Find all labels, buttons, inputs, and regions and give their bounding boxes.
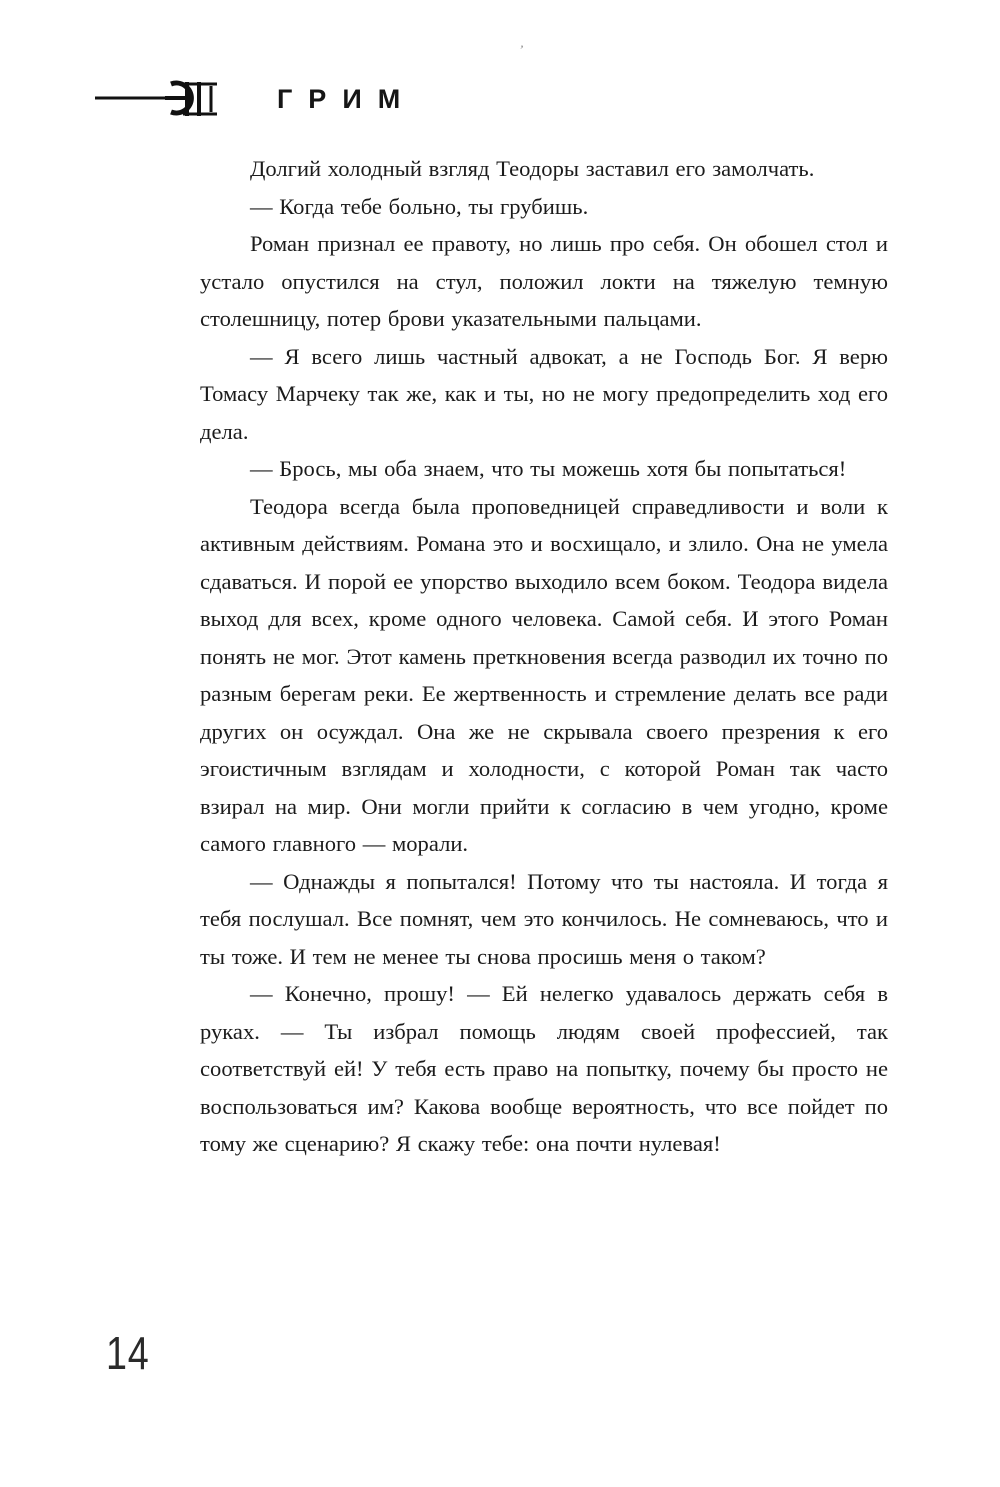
book-title: ГРИМ <box>277 83 417 114</box>
scan-artifact-mark: ’ <box>517 41 525 58</box>
paragraph-dialogue: — Конечно, прошу! — Ей нелегко удавалось держать себя в руках. — Ты избрал помощь людям своей профессией, так соответствуй ей! У тебя есть право на попытку, почему бы просто не воспользоваться им? Какова вообще вероятность, что все пойдет по тому же сценарию? Я скажу тебе: она почти нулевая! <box>200 981 888 1156</box>
page-header <box>95 76 416 120</box>
publisher-logo-icon <box>95 76 235 120</box>
paragraph-dialogue: — Когда тебе больно, ты грубишь. <box>250 193 589 219</box>
paragraph: Роман признал ее правоту, но лишь про себя. Он обошел стол и устало опустился на стул, положил локти на тяжелую темную столешницу, потер брови указательными пальцами. <box>200 231 888 331</box>
page-number: 14 <box>106 1327 150 1379</box>
paragraph-dialogue: — Я всего лишь частный адвокат, а не Господь Бог. Я верю Томасу Марчеку так же, как и ты, но не могу предопределить ход его дела. <box>200 343 888 444</box>
paragraph-dialogue: — Брось, мы оба знаем, что ты можешь хотя бы попытаться! <box>250 456 847 481</box>
paragraph: Долгий холодный взгляд Теодоры заставил его замолчать. <box>250 156 815 181</box>
page-body-text <box>200 150 888 1163</box>
paragraph-dialogue: — Однажды я попытался! Потому что ты настояла. И тогда я тебя послушал. Все помнят, чем это кончилось. Не сомневаюсь, что и ты тоже. И тем не менее ты снова просишь меня о таком? <box>200 868 888 969</box>
paragraph: Теодора всегда была проповедницей справедливости и воли к активным действиям. Романа это и восхищало, и злило. Она не умела сдаваться. И порой ее упорство выходило всем боком. Теодора видела выход для всех, кроме одного человека. Самой себя. И этого Роман понять не мог. Этот камень преткновения всегда разводил их точно по разным берегам реки. Ее жертвенность и стремление делать все ради других он осуждал. Она же не скрывала своего презрения к его эгоистичным взглядам и холодности, с которой Роман так часто взирал на мир. Они могли прийти к согласию в чем угодно, кроме самого главного — морали. <box>200 493 888 856</box>
